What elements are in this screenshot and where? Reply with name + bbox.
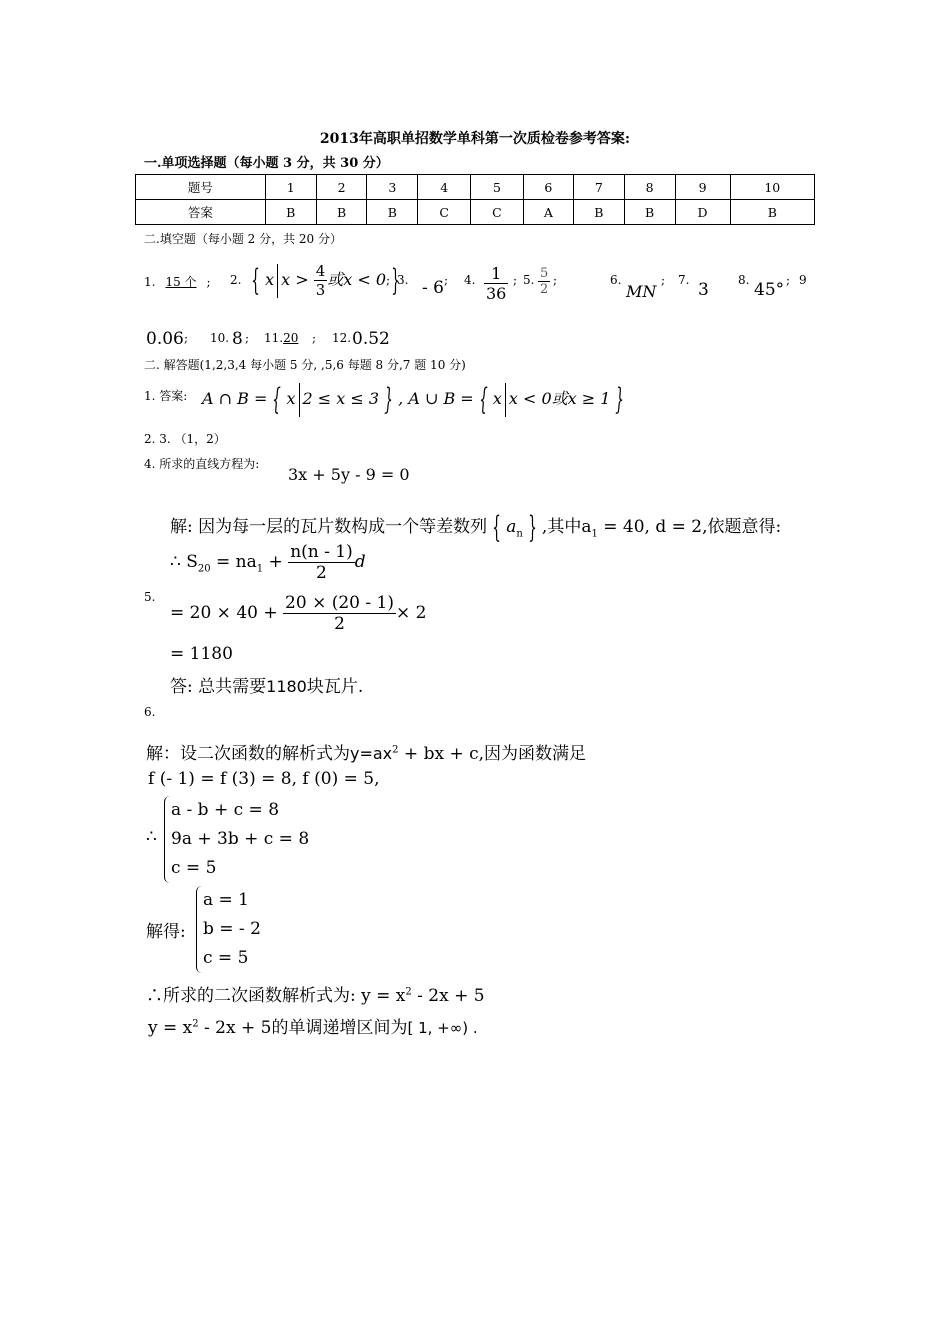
answer-cell: A (523, 200, 573, 225)
fill-q9-label: 9 (799, 273, 807, 287)
fill-q12-answer: 0.52 (352, 329, 390, 349)
answer-cell: B (624, 200, 675, 225)
question-number: 2 (316, 175, 367, 200)
question-number: 4 (418, 175, 471, 200)
fill-q6-answer: MN (626, 282, 657, 301)
fill-q5-answer: $\frac{5}{2}$ (540, 266, 549, 297)
answer-cell: B (573, 200, 624, 225)
q5-label: 5. (144, 590, 156, 604)
fill-q8-sep: ; (786, 273, 791, 287)
fill-q9-sep: ; (184, 331, 189, 345)
q5-line-2: ∴ $S_{20} = na_1$ + $\frac{n(n - 1)}{2}$ d (170, 542, 366, 583)
equation: b = - 2 (203, 919, 261, 939)
fill-q7-label: 7. (678, 273, 690, 287)
q1-answer: A ∩ B = { x 2 ≤ x ≤ 3 } , A ∪ B = { x x < 0或x ≥ 1 } (202, 382, 625, 417)
answer-cell: C (418, 200, 471, 225)
fill-q9-answer: 0.06 (146, 329, 184, 349)
question-number: 9 (675, 175, 730, 200)
q4-answer: 3x + 5y - 9 = 0 (288, 465, 410, 484)
equation: a - b + c = 8 (171, 800, 280, 820)
answer-cell: B (316, 200, 367, 225)
question-number: 6 (523, 175, 573, 200)
fill-q3-sep: ; (444, 273, 449, 287)
q5-line-3: = 20 × 40 + $\frac{20 \times (20 - 1)}{2}$ × 2 (170, 593, 427, 634)
fill-q7-answer: 3 (698, 280, 709, 300)
fill-q8-answer: 45° (754, 280, 785, 300)
answer-cell: D (675, 200, 730, 225)
question-number: 8 (624, 175, 675, 200)
row-label: 题号 (136, 175, 266, 200)
equation: c = 5 (203, 948, 249, 968)
fill-q11-sep: ; (312, 331, 317, 345)
fill-q2-sep: ; (386, 273, 391, 287)
q2-q3-answers: 2. 3. （1，2） (144, 432, 226, 446)
q5-line-1: 解: 因为每一层的瓦片数构成一个等差数列 { $a_n$ } ,其中$a_1 = 40$, d = 2,依题意得: (170, 510, 782, 545)
q5-line-5: 答: 总共需要1180块瓦片. (170, 677, 364, 697)
fill-q1: 1. 15 个 ; (144, 275, 211, 289)
answer-cell: C (471, 200, 524, 225)
q1-label: 1. 答案: (144, 389, 188, 403)
question-number: 10 (730, 175, 814, 200)
fill-q5-label: 5. (523, 273, 535, 287)
q6-label: 6. (144, 705, 156, 719)
q6-line-1: 解：设二次函数的解析式为$y=ax^2$ + bx + c,因为函数满足 (146, 744, 587, 764)
question-number: 5 (471, 175, 524, 200)
q5-line-4: = 1180 (170, 644, 233, 664)
answer-cell: B (730, 200, 814, 225)
page-title: 2013年高职单招数学单科第一次质检卷参考答案: (319, 131, 631, 147)
question-number: 3 (367, 175, 418, 200)
equation: c = 5 (171, 858, 217, 878)
q6-final: $y = x^2 - 2x + 5$的单调递增区间为[ 1, +∞) . (148, 1018, 478, 1038)
q6-result: ∴所求的二次函数解析式为: $y = x^2 - 2x + 5$ (146, 986, 485, 1006)
row-label: 答案 (136, 200, 266, 225)
q4-label: 4. 所求的直线方程为: (144, 457, 260, 471)
fill-q1-answer: 15 个 (165, 275, 197, 289)
therefore-symbol: ∴ (146, 827, 157, 847)
fill-q10-answer: 8 (232, 329, 243, 349)
section-3-heading: 二. 解答题(1,2,3,4 每小题 5 分, ,5,6 每题 8 分,7 题 10 分) (144, 358, 466, 372)
answer-cell: B (265, 200, 316, 225)
fill-q11: 11.20 (264, 331, 299, 345)
fill-q6-label: 6. (610, 273, 622, 287)
section-1-heading: 一.单项选择题（每小题 3 分，共 30 分） (144, 156, 389, 171)
equation: a = 1 (203, 890, 250, 910)
solve-label: 解得: (146, 922, 186, 942)
question-number: 1 (265, 175, 316, 200)
table-row-numbers (136, 175, 815, 200)
equation-system-2 (196, 886, 261, 973)
answer-table (135, 174, 815, 225)
fill-q2-label: 2. (230, 273, 242, 287)
fill-q5-sep: ; (553, 273, 558, 287)
equation: 9a + 3b + c = 8 (171, 829, 310, 849)
equation-system-1 (164, 796, 309, 883)
fill-q3-label: 3. (397, 273, 409, 287)
q6-line-2: f (- 1) = f (3) = 8, f (0) = 5, (148, 769, 380, 789)
fill-q10-label: 10. (210, 331, 230, 345)
table-row-answers (136, 200, 815, 225)
section-2-heading: 二.填空题（每小题 2 分，共 20 分） (144, 232, 342, 246)
fill-q4-label: 4. (464, 273, 476, 287)
question-number: 7 (573, 175, 624, 200)
fill-q11-answer: 20 (283, 331, 299, 345)
fill-q10-sep: ; (245, 331, 250, 345)
fill-q8-label: 8. (738, 273, 750, 287)
fill-q3-answer: - 6 (422, 278, 444, 298)
fill-q4-answer: $\frac{1}{36}$ (486, 264, 507, 303)
fill-q4-sep: ; (513, 273, 518, 287)
answer-cell: B (367, 200, 418, 225)
fill-q6-sep: ; (661, 273, 666, 287)
fill-q12-label: 12. (332, 331, 352, 345)
fill-q2-set: { x x > $\frac{4}{3}$ 或x < 0 } (251, 262, 400, 299)
